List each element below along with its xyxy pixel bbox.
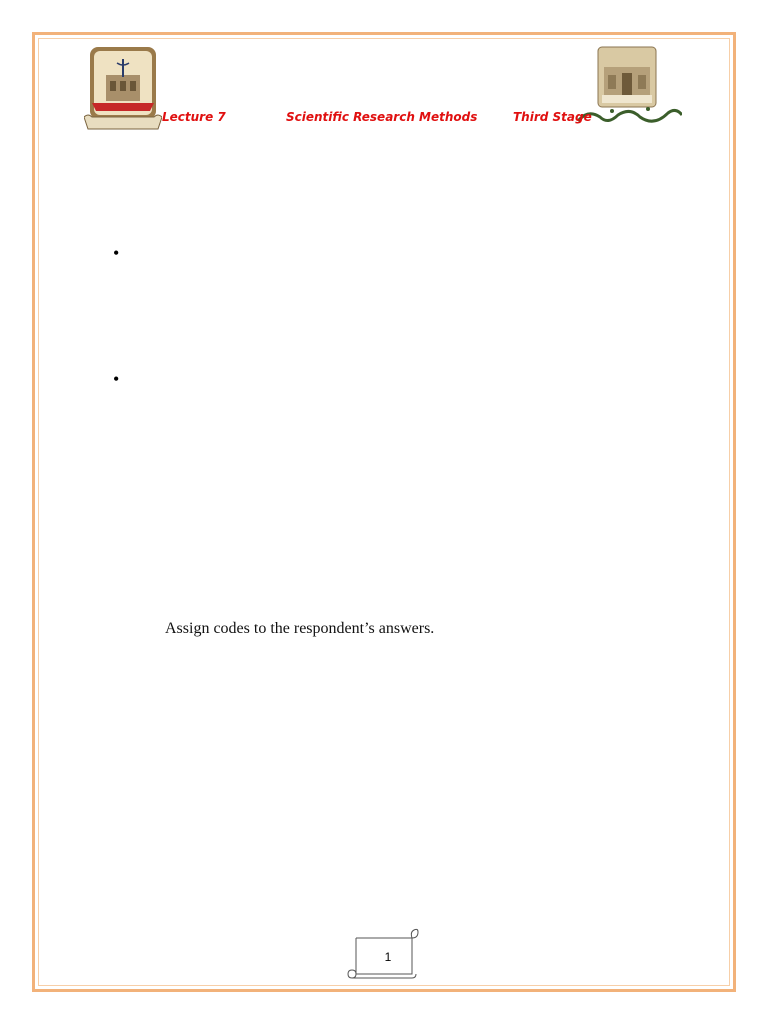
stage-label: Third Stage [513,110,592,124]
document-header [0,110,768,132]
lecture-label: Lecture 7 [162,110,226,124]
page-border [32,32,736,992]
course-title: Scientific Research Methods [286,110,478,124]
page-number: 1 [384,950,392,964]
bullet-point-2: • [113,369,120,389]
body-text-line: Assign codes to the respondent’s answers. [165,620,435,637]
bullet-point-1: • [113,243,120,263]
